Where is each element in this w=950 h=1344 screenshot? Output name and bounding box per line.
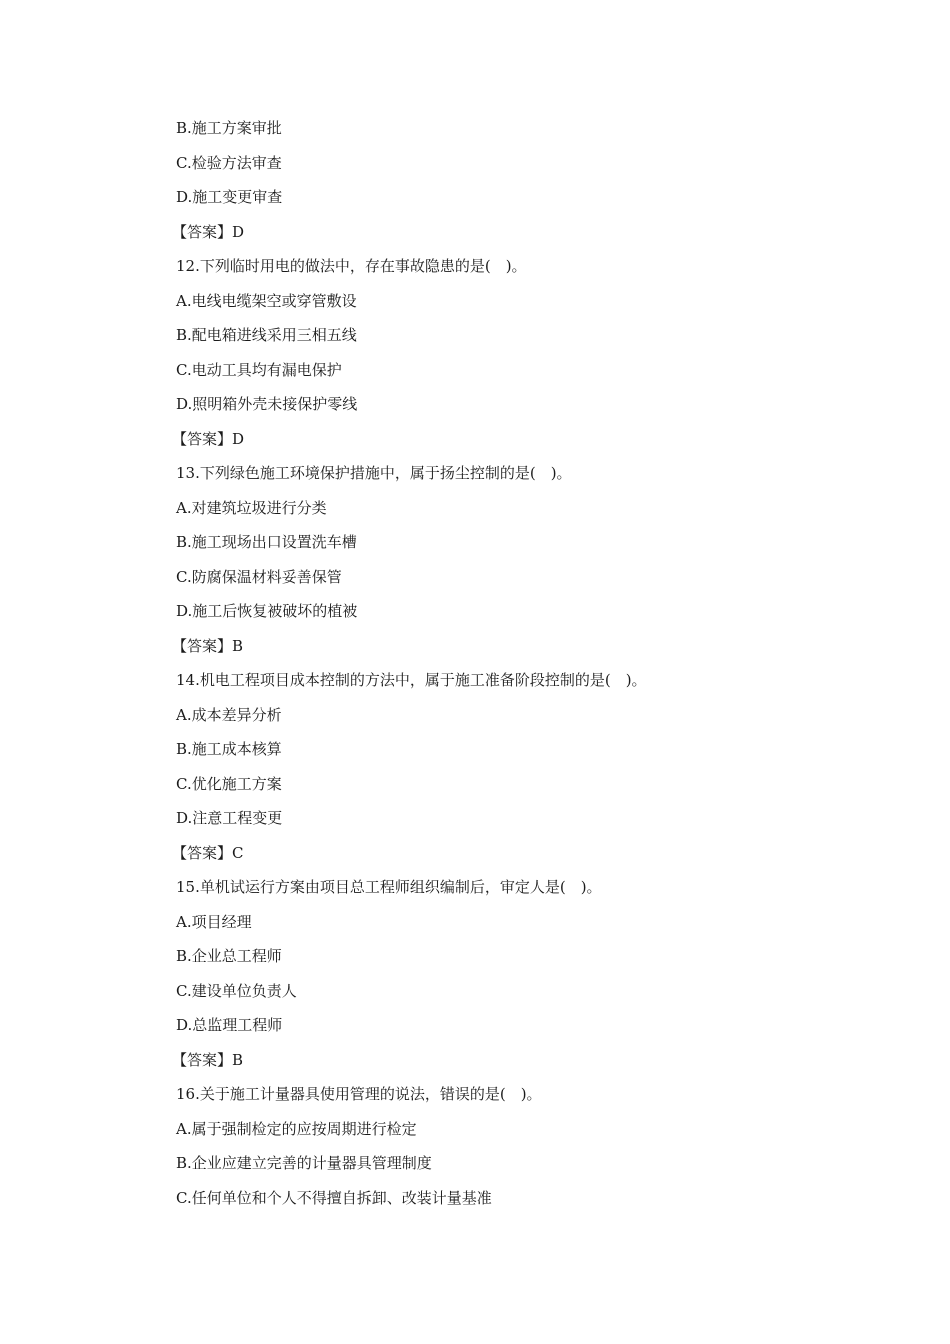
answer-line: 【答案】B bbox=[172, 1050, 244, 1069]
question-line: 13.下列绿色施工环境保护措施中，属于扬尘控制的是( )。 bbox=[176, 464, 572, 482]
option-line: C.防腐保温材料妥善保管 bbox=[176, 567, 342, 586]
option-line: D.总监理工程师 bbox=[176, 1016, 283, 1034]
option-line: D.施工后恢复被破坏的植被 bbox=[176, 602, 358, 620]
option-line: B.企业总工程师 bbox=[176, 947, 282, 965]
option-line: C.建设单位负责人 bbox=[176, 981, 297, 1000]
option-line: B.配电箱进线采用三相五线 bbox=[176, 326, 357, 344]
option-line: A.成本差异分析 bbox=[176, 705, 282, 724]
question-line: 14.机电工程项目成本控制的方法中，属于施工准备阶段控制的是( )。 bbox=[176, 671, 647, 689]
option-line: B.施工现场出口设置洗车槽 bbox=[176, 533, 357, 551]
answer-line: 【答案】D bbox=[172, 429, 245, 448]
answer-line: 【答案】D bbox=[172, 222, 245, 241]
option-line: C.电动工具均有漏电保护 bbox=[176, 360, 342, 379]
option-line: C.检验方法审查 bbox=[176, 153, 282, 172]
option-line: A.对建筑垃圾进行分类 bbox=[176, 498, 327, 517]
option-line: B.施工方案审批 bbox=[176, 119, 282, 137]
option-line: D.注意工程变更 bbox=[176, 809, 283, 827]
option-line: B.企业应建立完善的计量器具管理制度 bbox=[176, 1154, 432, 1172]
answer-line: 【答案】C bbox=[172, 843, 244, 862]
option-line: A.电线电缆架空或穿管敷设 bbox=[176, 291, 357, 310]
option-line: B.施工成本核算 bbox=[176, 740, 282, 758]
question-line: 16.关于施工计量器具使用管理的说法，错误的是( )。 bbox=[176, 1085, 542, 1103]
question-line: 12.下列临时用电的做法中，存在事故隐患的是( )。 bbox=[176, 257, 527, 275]
option-line: D.施工变更审查 bbox=[176, 188, 283, 206]
option-line: C.任何单位和个人不得擅自拆卸、改装计量基准 bbox=[176, 1188, 492, 1207]
question-list bbox=[172, 111, 876, 1215]
option-line: A.项目经理 bbox=[176, 912, 252, 931]
answer-line: 【答案】B bbox=[172, 636, 244, 655]
option-line: C.优化施工方案 bbox=[176, 774, 282, 793]
question-line: 15.单机试运行方案由项目总工程师组织编制后，审定人是( )。 bbox=[176, 878, 602, 896]
option-line: D.照明箱外壳未接保护零线 bbox=[176, 395, 358, 413]
option-line: A.属于强制检定的应按周期进行检定 bbox=[176, 1119, 417, 1138]
